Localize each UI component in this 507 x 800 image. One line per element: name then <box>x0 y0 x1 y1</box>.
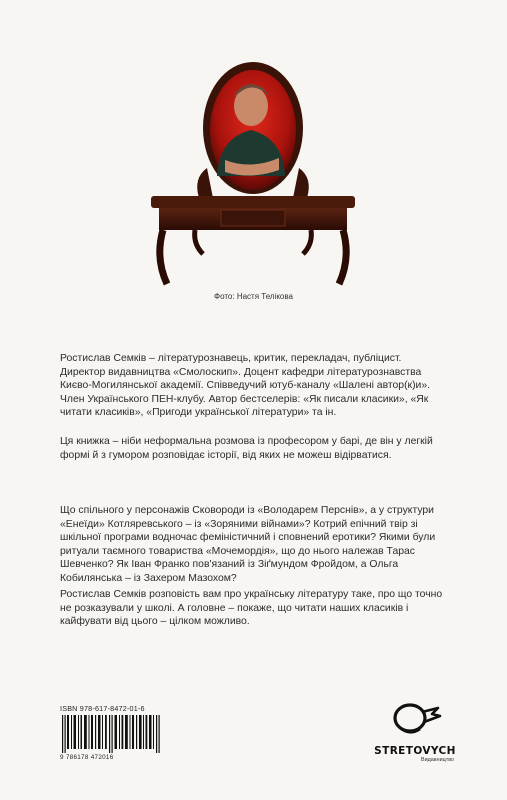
publisher-subtitle: Видавництво <box>421 757 454 763</box>
book-closing: Ростислав Семків розповість вам про українську літературу таке, про що точно не розказували у школі. А головне – покаже, що читати наших класиків і кайфувати від цього – цілком можливо. <box>60 589 443 628</box>
chair <box>197 62 309 198</box>
isbn-block <box>60 704 170 761</box>
author-photo <box>133 58 373 290</box>
photo-credit: Фото: Настя Телікова <box>214 292 293 301</box>
author-bio: Ростислав Семків – літературознавець, критик, перекладач, публіцист. Директор видавництва «Смолоскип». Доцент кафедри літературознавства Києво-Могилянської академії. Співведучий ютуб-каналу «Шалені автор(к)и». Член Українського ПЕН-клубу. Автор бестселерів: «Як писали класики», «Як читати класиків», «Пригоди української літератури» та ін. <box>60 353 431 419</box>
desk <box>151 196 355 284</box>
stretovych-logo-icon <box>386 702 444 738</box>
publisher-block <box>370 702 460 763</box>
book-intro: Ця книжка – ніби неформальна розмова із професором у барі, де він у легкій формі й з гумором розповідає історії, від яких не можеш відірватися. <box>60 436 433 461</box>
barcode <box>60 715 170 753</box>
isbn-label: ISBN 978-617-8472-01-6 <box>60 704 145 713</box>
book-questions: Що спільного у персонажів Сковороди із «Володарем Перснів», а у структури «Енеїди» Котляревського – із «Зоряними війнами»? Котрий епічний твір зі шкільної програми водночас феміністичний і сповнений еротики? Якими були ритуали таємного товариства «Мочемордія», що до нього належав Тарас Шевченко? Як Іван Франко пов'язаний із Зіґмундом Фройдом, а Ольга Кобилянська – із Захером Мазохом? <box>60 505 436 584</box>
isbn-digits: 9 786178 472016 <box>60 754 114 761</box>
publisher-name: STRETOVYCH <box>374 745 456 757</box>
